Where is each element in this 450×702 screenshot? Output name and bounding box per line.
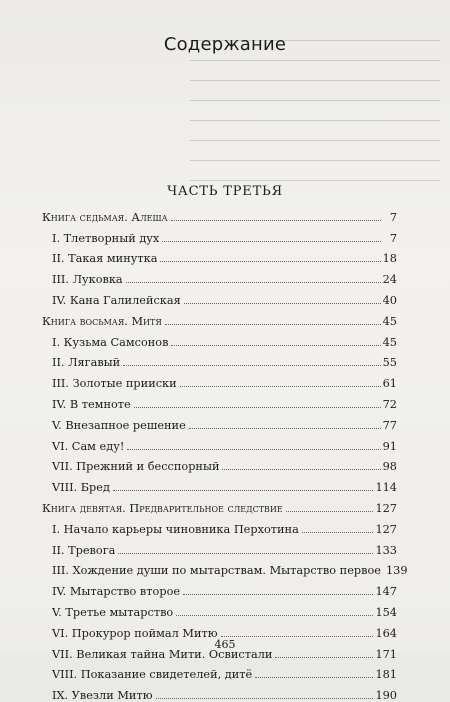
toc-chapter-row — [42, 473, 397, 494]
toc-chapter-row — [42, 598, 397, 619]
dot-leader — [113, 489, 374, 491]
dot-leader — [302, 531, 374, 533]
toc-entry-page: 133 — [375, 543, 397, 557]
toc-chapter-row — [42, 577, 397, 598]
toc-entry-title: V. Внезапное решение — [52, 418, 186, 432]
toc-entry-title: II. Такая минутка — [52, 252, 158, 266]
toc-chapter-row — [42, 245, 397, 266]
dot-leader — [118, 552, 373, 554]
dot-leader — [165, 323, 381, 325]
toc-chapter-row — [42, 224, 397, 245]
dot-leader — [255, 676, 373, 678]
contents-heading: Содержание — [163, 34, 287, 55]
dot-leader — [275, 656, 373, 658]
toc-entry-title: III. Луковка — [52, 273, 123, 287]
toc-entry-page: 190 — [375, 689, 397, 702]
toc-chapter-row — [42, 536, 397, 557]
toc-entry-page: 164 — [375, 626, 397, 640]
toc-entry-title: VII. Прежний и бесспорный — [52, 460, 220, 474]
toc-entry-title: Книга восьмая. Митя — [42, 314, 162, 328]
toc-entry-title: VIII. Показание свидетелей, дитё — [52, 668, 253, 682]
dot-leader — [162, 240, 381, 242]
toc-entry-title: VI. Прокурор поймал Митю — [52, 626, 218, 640]
dot-leader — [222, 468, 380, 470]
toc-entry-page: 7 — [389, 210, 397, 224]
toc-chapter-row — [42, 349, 397, 370]
toc-entry-page: 55 — [382, 356, 397, 370]
dot-leader — [171, 344, 380, 346]
toc-entry-page: 72 — [382, 397, 397, 411]
toc-entry-title: III. Хождение души по мытарствам. Мытарство первое — [52, 564, 381, 578]
dot-leader — [286, 510, 374, 512]
toc-entry-page: 147 — [375, 585, 397, 599]
toc-entry-page: 61 — [382, 377, 397, 391]
toc-entry-title: Книга седьмая. Алеша — [42, 210, 168, 224]
toc-entry-page: 40 — [382, 293, 397, 307]
dot-leader — [123, 364, 380, 366]
toc-entry-title: I. Начало карьеры чиновника Перхотина — [52, 522, 299, 536]
toc-entry-title: VII. Великая тайна Мити. Освистали — [52, 647, 273, 661]
toc-entry-page: 45 — [382, 314, 397, 328]
toc-entry-page: 127 — [375, 522, 397, 536]
toc-entry-title: V. Третье мытарство — [52, 605, 174, 619]
dot-leader — [189, 427, 381, 429]
toc-chapter-row — [42, 515, 397, 536]
toc-entry-page: 98 — [382, 460, 397, 474]
toc-entry-page: 24 — [382, 273, 397, 287]
toc-entry-page: 91 — [382, 439, 397, 453]
toc-entry-page: 171 — [375, 647, 397, 661]
toc-entry-title: III. Золотые прииски — [52, 377, 177, 391]
toc-entry-page: 77 — [382, 418, 397, 432]
toc-chapter-row — [42, 557, 408, 578]
page-number: 465 — [214, 638, 236, 651]
toc-entry-title: II. Лягавый — [52, 356, 121, 370]
toc-entry-page: 114 — [375, 481, 397, 495]
toc-book-row — [42, 307, 397, 328]
toc-chapter-row — [42, 265, 397, 286]
dot-leader — [180, 385, 381, 387]
toc-chapter-row — [42, 619, 397, 640]
bleed-through-lines — [190, 40, 440, 200]
toc-entry-title: I. Кузьма Самсонов — [52, 335, 169, 349]
toc-entry-page: 7 — [389, 231, 397, 245]
toc-chapter-row — [42, 432, 397, 453]
toc-entry-title: IV. Мытарство второе — [52, 585, 181, 599]
dot-leader — [160, 260, 380, 262]
dot-leader — [171, 219, 381, 221]
toc-entry-title: IV. В темноте — [52, 397, 131, 411]
toc-entry-page: 18 — [382, 252, 397, 266]
toc-entry-title: II. Тревога — [52, 543, 116, 557]
dot-leader — [184, 302, 381, 304]
toc-chapter-row — [42, 411, 397, 432]
toc-chapter-row — [42, 328, 397, 349]
dot-leader — [134, 406, 381, 408]
toc-entry-page: 45 — [382, 335, 397, 349]
toc-entry-title: IV. Кана Галилейская — [52, 293, 181, 307]
dot-leader — [176, 614, 373, 616]
part-title: ЧАСТЬ ТРЕТЬЯ — [167, 184, 283, 199]
toc-chapter-row — [42, 369, 397, 390]
dot-leader — [183, 593, 373, 595]
toc-chapter-row — [42, 286, 397, 307]
toc-entry-page: 127 — [375, 501, 397, 515]
toc-entry-page: 139 — [385, 564, 408, 578]
toc-chapter-row — [42, 661, 397, 682]
toc-entry-title: VI. Сам еду! — [52, 439, 125, 453]
toc-entry-title: IX. Увезли Митю — [52, 689, 153, 702]
dot-leader — [156, 697, 374, 699]
dot-leader — [221, 635, 374, 637]
toc-entry-page: 181 — [375, 668, 397, 682]
toc-book-row — [42, 203, 397, 224]
dot-leader — [127, 448, 380, 450]
toc-chapter-row — [42, 390, 397, 411]
toc-entry-title: I. Тлетворный дух — [52, 231, 160, 245]
toc-book-row — [42, 494, 397, 515]
toc-chapter-row — [42, 681, 397, 702]
toc-entry-title: Книга девятая. Предварительное следствие — [42, 501, 283, 515]
toc-entry-page: 154 — [375, 605, 397, 619]
dot-leader — [126, 281, 381, 283]
table-of-contents — [42, 203, 408, 702]
toc-chapter-row — [42, 453, 397, 474]
toc-entry-title: VIII. Бред — [52, 481, 110, 495]
